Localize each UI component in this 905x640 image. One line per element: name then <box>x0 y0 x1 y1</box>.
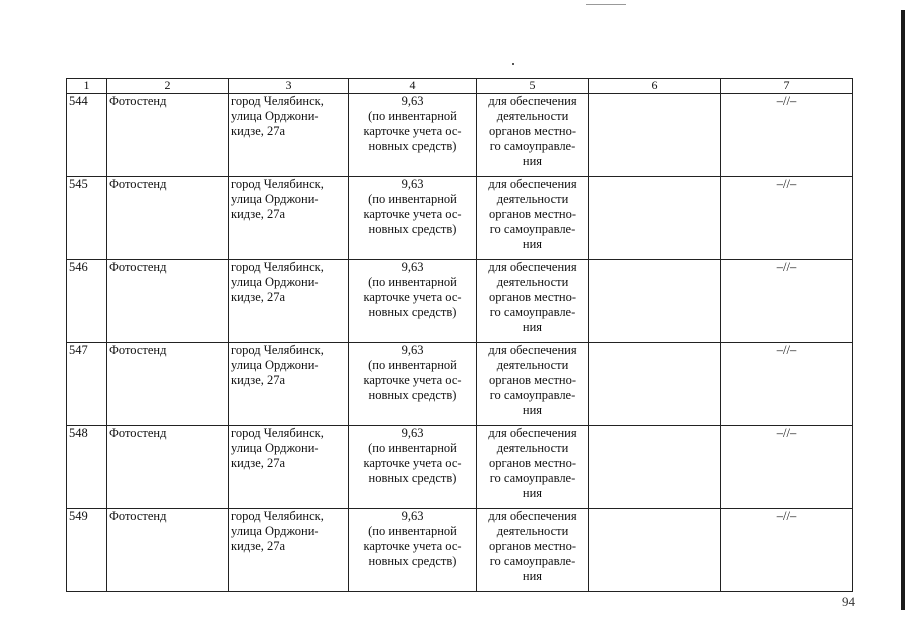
item-name: Фотостенд <box>107 426 229 509</box>
cost-line: 9,63 <box>401 94 424 108</box>
item-cost <box>349 177 477 260</box>
item-address <box>229 94 349 177</box>
column-6-cell <box>589 343 721 426</box>
purpose-line: органов местно- <box>488 124 577 138</box>
address-line: кидзе, 27а <box>231 456 286 470</box>
purpose-line: органов местно- <box>488 539 577 553</box>
address-line: город Челябинск, <box>231 177 324 191</box>
cost-line: карточке учета ос- <box>363 539 462 553</box>
cost-line: карточке учета ос- <box>363 207 462 221</box>
address-line: улица Орджони- <box>231 275 319 289</box>
row-number: 546 <box>67 260 107 343</box>
item-cost <box>349 94 477 177</box>
purpose-line: деятельности <box>496 192 569 206</box>
cost-line: новных средств) <box>368 388 457 402</box>
header-row <box>67 79 853 94</box>
column-header-4: 4 <box>349 79 477 94</box>
purpose-line: деятельности <box>496 109 569 123</box>
purpose-line: го самоуправле- <box>489 554 576 568</box>
column-header-2: 2 <box>107 79 229 94</box>
table-row <box>67 343 853 426</box>
cost-line: карточке учета ос- <box>363 290 462 304</box>
page-number: 94 <box>842 594 855 609</box>
address-line: улица Орджони- <box>231 358 319 372</box>
cost-line: новных средств) <box>368 222 457 236</box>
cost-line: карточке учета ос- <box>363 456 462 470</box>
purpose-line: го самоуправле- <box>489 139 576 153</box>
address-line: улица Орджони- <box>231 524 319 538</box>
column-header-3: 3 <box>229 79 349 94</box>
purpose-line: органов местно- <box>488 373 577 387</box>
purpose-line: го самоуправле- <box>489 471 576 485</box>
column-header-5: 5 <box>477 79 589 94</box>
row-number: 549 <box>67 509 107 592</box>
row-number: 547 <box>67 343 107 426</box>
purpose-line: для обеспечения <box>488 177 577 191</box>
address-line: улица Орджони- <box>231 192 319 206</box>
purpose-line: для обеспечения <box>488 343 577 357</box>
purpose-line: деятельности <box>496 441 569 455</box>
column-6-cell <box>589 260 721 343</box>
item-name: Фотостенд <box>107 343 229 426</box>
address-line: город Челябинск, <box>231 260 324 274</box>
item-address <box>229 426 349 509</box>
cost-line: 9,63 <box>401 177 424 191</box>
cost-line: 9,63 <box>401 509 424 523</box>
ditto-mark: –//– <box>721 426 853 509</box>
item-address <box>229 177 349 260</box>
column-header-7: 7 <box>721 79 853 94</box>
item-purpose <box>477 509 589 592</box>
purpose-line: для обеспечения <box>488 260 577 274</box>
column-6-cell <box>589 177 721 260</box>
ditto-mark: –//– <box>721 260 853 343</box>
property-register-table <box>66 78 853 592</box>
purpose-line: ния <box>522 320 543 334</box>
table-row <box>67 509 853 592</box>
item-purpose <box>477 94 589 177</box>
purpose-line: ния <box>522 486 543 500</box>
address-line: улица Орджони- <box>231 441 319 455</box>
item-name: Фотостенд <box>107 260 229 343</box>
purpose-line: для обеспечения <box>488 94 577 108</box>
address-line: кидзе, 27а <box>231 124 286 138</box>
column-header-1: 1 <box>67 79 107 94</box>
purpose-line: го самоуправле- <box>489 222 576 236</box>
item-purpose <box>477 343 589 426</box>
address-line: кидзе, 27а <box>231 373 286 387</box>
address-line: кидзе, 27а <box>231 290 286 304</box>
item-purpose <box>477 177 589 260</box>
purpose-line: деятельности <box>496 524 569 538</box>
item-address <box>229 509 349 592</box>
row-number: 544 <box>67 94 107 177</box>
item-cost <box>349 343 477 426</box>
cost-line: новных средств) <box>368 305 457 319</box>
column-6-cell <box>589 509 721 592</box>
item-cost <box>349 260 477 343</box>
purpose-line: деятельности <box>496 358 569 372</box>
ditto-mark: –//– <box>721 177 853 260</box>
address-line: кидзе, 27а <box>231 539 286 553</box>
column-6-cell <box>589 426 721 509</box>
item-address <box>229 343 349 426</box>
cost-line: (по инвентарной <box>368 192 457 206</box>
purpose-line: ния <box>522 569 543 583</box>
cost-line: карточке учета ос- <box>363 373 462 387</box>
table-row <box>67 260 853 343</box>
cost-line: новных средств) <box>368 471 457 485</box>
cost-line: (по инвентарной <box>368 358 457 372</box>
item-name: Фотостенд <box>107 94 229 177</box>
purpose-line: ния <box>522 237 543 251</box>
address-line: город Челябинск, <box>231 509 324 523</box>
purpose-line: органов местно- <box>488 290 577 304</box>
table-row <box>67 426 853 509</box>
cost-line: новных средств) <box>368 139 457 153</box>
purpose-line: для обеспечения <box>488 426 577 440</box>
row-number: 545 <box>67 177 107 260</box>
purpose-line: го самоуправле- <box>489 388 576 402</box>
purpose-line: го самоуправле- <box>489 305 576 319</box>
cost-line: 9,63 <box>401 260 424 274</box>
table-row <box>67 177 853 260</box>
table-row <box>67 94 853 177</box>
purpose-line: деятельности <box>496 275 569 289</box>
purpose-line: органов местно- <box>488 456 577 470</box>
item-name: Фотостенд <box>107 509 229 592</box>
address-line: кидзе, 27а <box>231 207 286 221</box>
register-body <box>67 94 853 592</box>
column-6-cell <box>589 94 721 177</box>
purpose-line: ния <box>522 403 543 417</box>
cost-line: 9,63 <box>401 343 424 357</box>
cost-line: карточке учета ос- <box>363 124 462 138</box>
item-purpose <box>477 426 589 509</box>
cost-line: (по инвентарной <box>368 109 457 123</box>
scan-mark-top <box>586 4 626 5</box>
address-line: город Челябинск, <box>231 343 324 357</box>
cost-line: (по инвентарной <box>368 275 457 289</box>
item-name: Фотостенд <box>107 177 229 260</box>
item-cost <box>349 509 477 592</box>
purpose-line: органов местно- <box>488 207 577 221</box>
column-header-6: 6 <box>589 79 721 94</box>
ditto-mark: –//– <box>721 509 853 592</box>
cost-line: (по инвентарной <box>368 441 457 455</box>
purpose-line: ния <box>522 154 543 168</box>
address-line: город Челябинск, <box>231 94 324 108</box>
scan-dot <box>512 63 514 65</box>
item-cost <box>349 426 477 509</box>
item-purpose <box>477 260 589 343</box>
ditto-mark: –//– <box>721 94 853 177</box>
ditto-mark: –//– <box>721 343 853 426</box>
address-line: город Челябинск, <box>231 426 324 440</box>
address-line: улица Орджони- <box>231 109 319 123</box>
cost-line: 9,63 <box>401 426 424 440</box>
cost-line: (по инвентарной <box>368 524 457 538</box>
cost-line: новных средств) <box>368 554 457 568</box>
scan-page-edge <box>901 10 905 610</box>
item-address <box>229 260 349 343</box>
row-number: 548 <box>67 426 107 509</box>
purpose-line: для обеспечения <box>488 509 577 523</box>
